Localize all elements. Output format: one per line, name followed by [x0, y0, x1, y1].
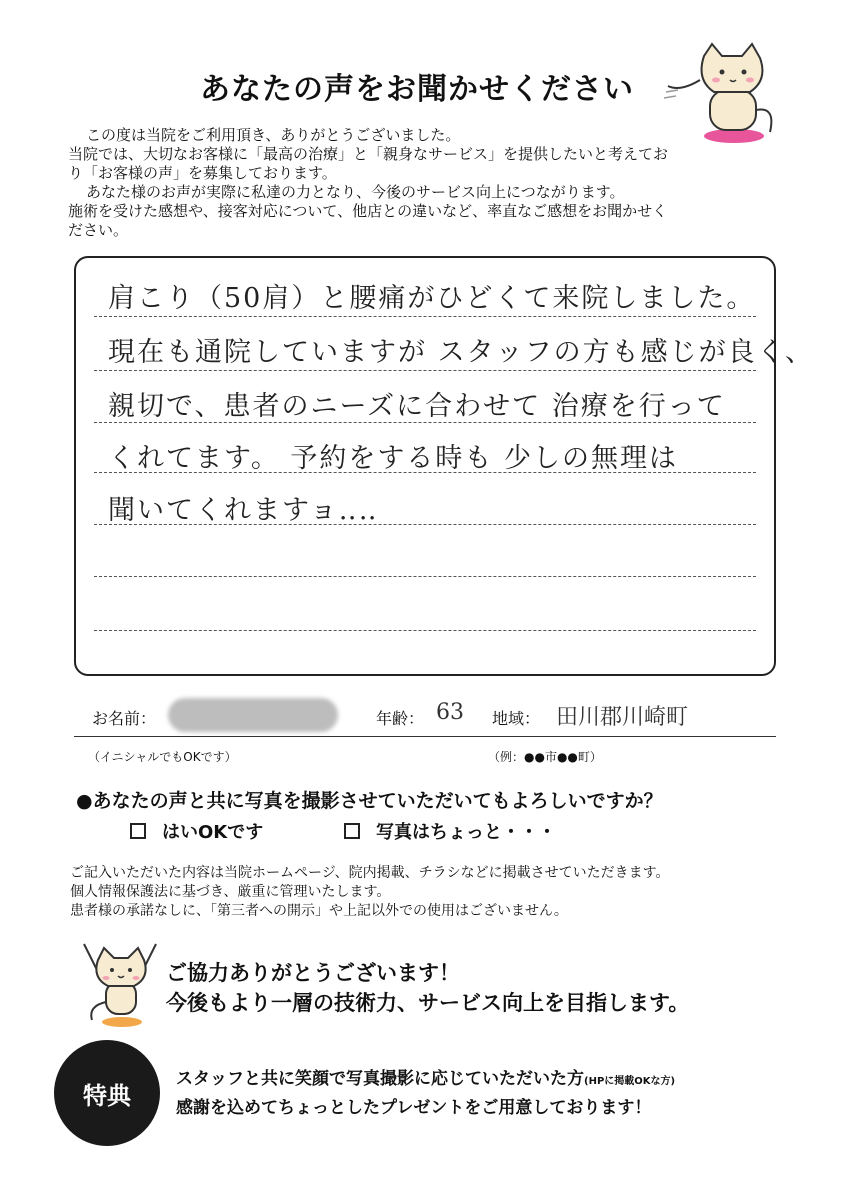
intro-line: 当院では、大切なお客様に「最高の治療」と「親身なサービス」を提供したいと考えてお: [68, 145, 669, 163]
perk-text: [176, 1066, 675, 1121]
area-value[interactable]: 田川郡川崎町: [556, 705, 689, 730]
intro-line: 施術を受けた感想や、接客対応について、他店との違いなど、率直なご感想をお聞かせく: [68, 202, 668, 220]
cheering-cat-illustration: [70, 932, 170, 1032]
age-label: 年齢：: [376, 709, 425, 728]
perk-note: (HPに掲載OKな方): [584, 1076, 676, 1087]
comment-rule: [94, 370, 756, 371]
privacy-line: ご記入いただいた内容は当院ホームページ、院内掲載、チラシなどに掲載させていただきます。: [70, 865, 670, 881]
option-no-label: 写真はちょっと・・・: [376, 822, 556, 843]
intro-text: [68, 126, 788, 240]
name-redacted: [168, 698, 338, 732]
photo-option-yes[interactable]: [130, 818, 263, 844]
option-yes-label: はいOKです: [162, 822, 264, 843]
photo-option-no[interactable]: [344, 818, 556, 844]
thanks-line: 今後もより一層の技術力、サービス向上を目指します。: [166, 991, 690, 1015]
thanks-line: ご協力ありがとうございます！: [166, 961, 460, 985]
privacy-line: 個人情報保護法に基づき、厳重に管理いたします。: [70, 884, 391, 900]
privacy-notice: [70, 864, 790, 921]
comment-handwritten-line: 親切で、患者のニーズに合わせて 治療を行って: [108, 391, 726, 422]
comment-rule: [94, 630, 756, 631]
intro-line: この度は当院をご利用頂き、ありがとうございました。: [86, 126, 461, 144]
checkbox-yes[interactable]: [130, 823, 146, 839]
page-title: あなたの声をお聞かせください: [200, 72, 634, 107]
comment-box[interactable]: [74, 256, 815, 676]
checkbox-no[interactable]: [344, 823, 360, 839]
comment-rule: [94, 576, 756, 577]
comment-rule: [94, 316, 756, 317]
photo-question: ●あなたの声と共に写真を撮影させていただいてもよろしいですか？: [76, 790, 663, 812]
intro-line: あなた様のお声が実際に私達の力となり、今後のサービス向上につながります。: [86, 183, 625, 201]
name-label: お名前：: [92, 709, 157, 728]
intro-line: ださい。: [68, 221, 129, 239]
perk-line: 感謝を込めてちょっとしたプレゼントをご用意しております！: [176, 1098, 652, 1118]
thanks-message: [166, 958, 689, 1018]
info-underline: [74, 736, 776, 737]
perk-badge: 特典: [54, 1040, 160, 1146]
area-label: 地域：: [492, 709, 541, 728]
privacy-line: 患者様の承諾なしに、「第三者への開示」や上記以外での使用はございません。: [70, 903, 568, 919]
area-example: （例：●●市●●町）: [488, 750, 602, 764]
intro-line: り「お客様の声」を募集しております。: [68, 164, 337, 182]
comment-handwritten-line: 肩こり（50肩）と腰痛がひどくて来院しました。: [108, 283, 756, 314]
initial-note: （イニシャルでもOKです）: [88, 750, 237, 764]
comment-handwritten-line: 現在も通院していますが スタッフの方も感じが良く、: [108, 337, 815, 368]
perk-line: スタッフと共に笑顔で写真撮影に応じていただいた方: [176, 1069, 584, 1089]
comment-rule: [94, 524, 756, 525]
age-value[interactable]: 63: [436, 700, 464, 725]
comment-handwritten-line: 聞いてくれますョ‥‥: [108, 495, 379, 526]
comment-rule: [94, 422, 756, 423]
comment-handwritten-line: くれてます。 予約をする時も 少しの無理は: [108, 443, 679, 474]
comment-rule: [94, 472, 756, 473]
